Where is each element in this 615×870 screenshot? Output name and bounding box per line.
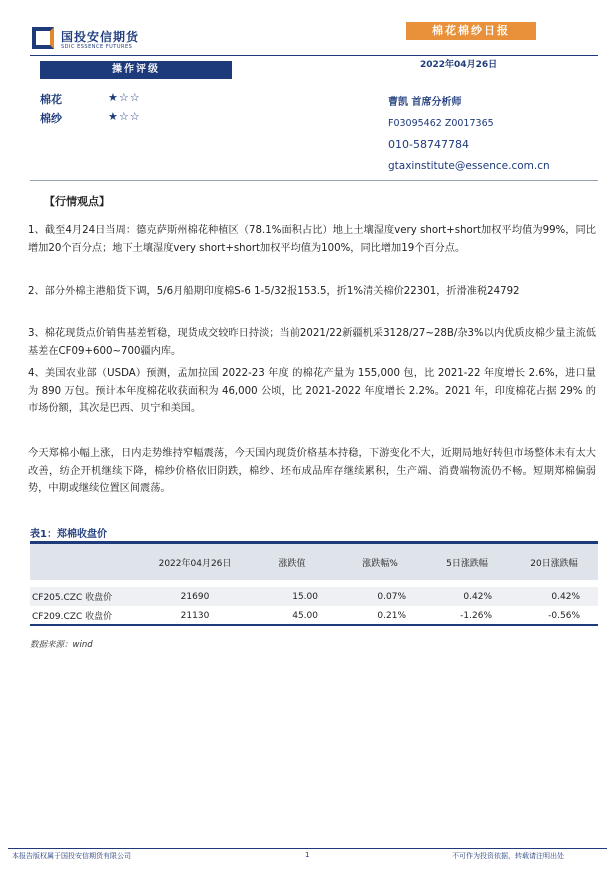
table-cell: 15.00 <box>248 587 336 607</box>
table-cell: 0.21% <box>336 606 424 625</box>
company-name-en: SDIC ESSENCE FUTURES <box>61 44 133 50</box>
footer-divider <box>8 848 607 849</box>
rating-name: 棉花 <box>40 93 62 106</box>
company-name: 国投安信期货 <box>61 30 140 44</box>
report-title: 棉花棉纱日报 <box>406 22 536 40</box>
table-header-cell: 2022年04月26日 <box>142 543 248 581</box>
table-cell: -0.56% <box>510 606 598 625</box>
table-cell: CF205.CZC 收盘价 <box>30 587 142 607</box>
table-header-cell: 20日涨跌幅 <box>510 543 598 581</box>
table-header-row <box>30 543 598 581</box>
footer-copyright: 本报告版权属于国投安信期货有限公司 <box>12 852 131 860</box>
company-logo-icon <box>32 27 54 49</box>
analyst-name: 曹凯 首席分析师 <box>388 97 462 108</box>
header-divider <box>30 55 598 56</box>
rating-row-yarn <box>40 110 240 126</box>
price-table <box>30 541 598 625</box>
data-source: 数据来源：wind <box>30 640 93 650</box>
table-cell: 45.00 <box>248 606 336 625</box>
rating-row-cotton <box>40 91 240 107</box>
analyst-license: F03095462 Z0017365 <box>388 118 494 129</box>
section-divider <box>30 180 598 181</box>
table-cell: 0.42% <box>424 587 510 607</box>
market-point: 2、部分外棉主港船货下调，5/6月船期印度棉S-6 1-5/32报153.5，折1%清关棉价22301，折滑准税24792 <box>28 286 520 297</box>
table-cell: 0.42% <box>510 587 598 607</box>
page-number: 1 <box>305 851 310 859</box>
table-bottom-rule <box>30 624 598 626</box>
table-header-cell: 5日涨跌幅 <box>424 543 510 581</box>
table-caption: 表1：郑棉收盘价 <box>30 529 107 540</box>
table-cell: 0.07% <box>336 587 424 607</box>
rating-stars-icon: ★☆☆ <box>108 91 141 104</box>
rating-stars-icon: ★☆☆ <box>108 110 141 123</box>
table-header-cell: 涨跌值 <box>248 543 336 581</box>
table-row <box>30 587 598 607</box>
analyst-phone: 010-58747784 <box>388 138 469 151</box>
rating-name: 棉纱 <box>40 112 62 125</box>
table-header-cell: 涨跌幅% <box>336 543 424 581</box>
table-cell: 21690 <box>142 587 248 607</box>
table-cell: CF209.CZC 收盘价 <box>30 606 142 625</box>
table-cell: 21130 <box>142 606 248 625</box>
table-header-cell <box>30 543 142 581</box>
rating-title: 操作评级 <box>40 61 232 79</box>
section-title: 【行情观点】 <box>44 195 110 208</box>
market-summary: 今天郑棉小幅上涨，日内走势维持窄幅震荡，今天国内现货价格基本持稳，下游变化不大，近期局地好转但市场整体未有太大改善，纺企开机继续下降，棉纱价格依旧阴跌，棉纱、坯布成品库存继续累积，生产端、消费端物流仍不畅。短期郑棉偏弱势，中期或继续位置区间震荡。 <box>28 448 596 495</box>
analyst-email[interactable]: gtaxinstitute@essence.com.cn <box>388 160 550 172</box>
market-point: 4、美国农业部（USDA）预测，孟加拉国 2022-23 年度 的棉花产量为 155,000 包，比 2021-22 年度增长 2.6%，进口量为 890 万包。预计本年度棉花收获面积为 46,000 公顷，比 2021-2022 年度增长 2.2%。2021 年，印度棉花占据 29% 的市场份额，其次是巴西、贝宁和美国。 <box>28 368 596 415</box>
market-point: 1、截至4月24日当周：德克萨斯州棉花种植区（78.1%面积占比）地上土壤湿度very short+short加权平均值为99%，同比增加20个百分点；地下土壤湿度very short+short加权平均值为100%，同比增加19个百分点。 <box>28 225 596 254</box>
market-point: 3、棉花现货点价销售基差暂稳，现货成交较昨日持淡；当前2021/22新疆机采3128/27~28B/杂3%以内优质皮棉少量主流低基差在CF09+600~700疆内库。 <box>28 328 596 357</box>
table-row <box>30 606 598 625</box>
footer-disclaimer: 不可作为投资依据，转载请注明出处 <box>452 852 564 860</box>
table-cell: -1.26% <box>424 606 510 625</box>
report-date: 2022年04月26日 <box>420 60 498 70</box>
